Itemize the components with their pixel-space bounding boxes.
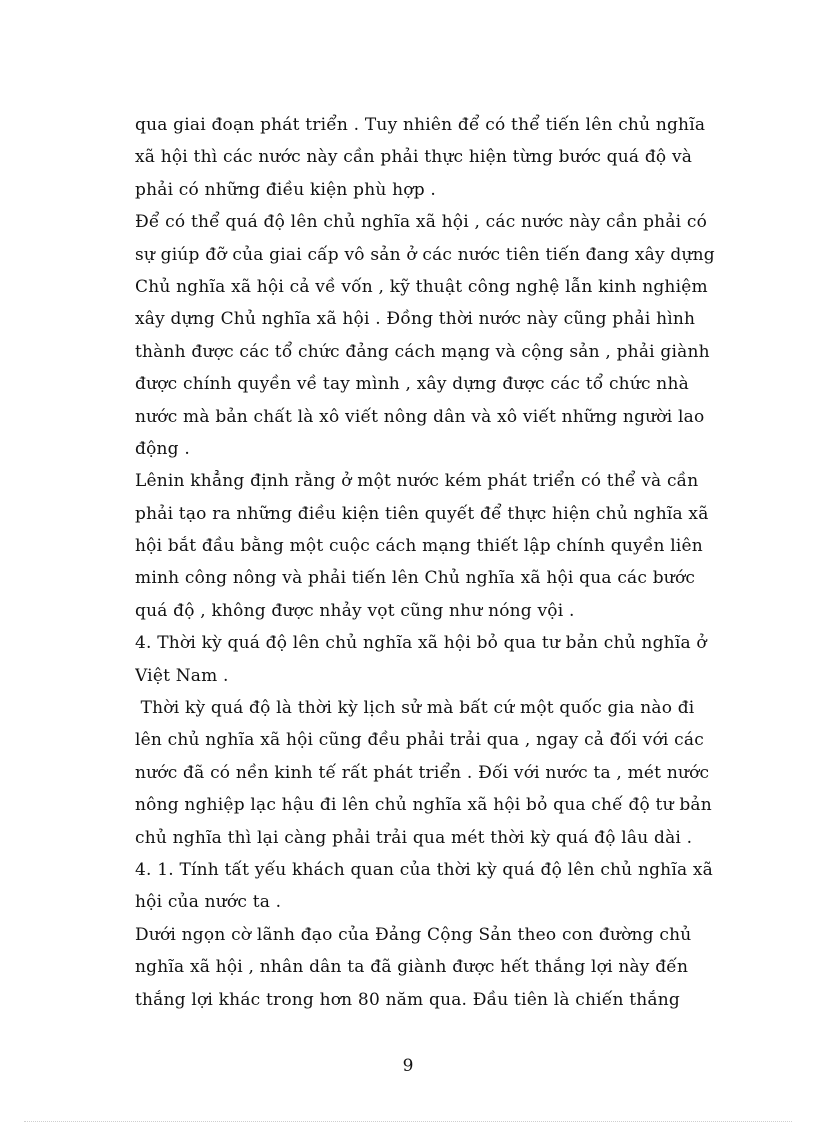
text-line: nước đã có nền kinh tế rất phát triển . Đối với nước ta , mét nước bbox=[135, 762, 710, 783]
text-line: thắng lợi khác trong hơn 80 năm qua. Đầu tiên là chiến thắng bbox=[135, 989, 680, 1010]
text-line: Thời kỳ quá độ là thời kỳ lịch sử mà bất cứ một quốc gia nào đi bbox=[135, 698, 695, 719]
text-line: quá độ , không được nhảy vọt cũng như nóng vội . bbox=[135, 600, 575, 621]
text-line: nước mà bản chất là xô viết nông dân và xô viết những người lao bbox=[135, 406, 705, 427]
subsection-heading: hội của nước ta . bbox=[135, 892, 282, 913]
text-line: phải tạo ra những điều kiện tiên quyết để thực hiện chủ nghĩa xã bbox=[135, 503, 709, 524]
text-line: phải có những điều kiện phù hợp . bbox=[135, 179, 436, 200]
text-line: nghĩa xã hội , nhân dân ta đã giành được hết thắng lợi này đến bbox=[135, 957, 689, 978]
text-line: Để có thể quá độ lên chủ nghĩa xã hội , các nước này cần phải có bbox=[135, 212, 708, 233]
text-line: Chủ nghĩa xã hội cả về vốn , kỹ thuật công nghệ lẫn kinh nghiệm bbox=[135, 276, 708, 297]
text-line: xã hội thì các nước này cần phải thực hiện từng bước quá độ và bbox=[135, 147, 693, 168]
text-line: xây dựng Chủ nghĩa xã hội . Đồng thời nước này cũng phải hình bbox=[135, 309, 696, 330]
text-line: qua giai đoạn phát triển . Tuy nhiên để có thể tiến lên chủ nghĩa bbox=[135, 115, 706, 135]
section-heading: Việt Nam . bbox=[135, 665, 229, 686]
body-text bbox=[135, 109, 740, 1016]
text-line: chủ nghĩa thì lại càng phải trải qua mét thời kỳ quá độ lâu dài . bbox=[135, 827, 693, 848]
text-line: hội bắt đầu bằng một cuộc cách mạng thiết lập chính quyền liên bbox=[135, 536, 703, 557]
text-line: Dưới ngọn cờ lãnh đạo của Đảng Cộng Sản theo con đường chủ bbox=[135, 924, 692, 945]
text-line: minh công nông và phải tiến lên Chủ nghĩa xã hội qua các bước bbox=[135, 568, 696, 589]
text-line: nông nghiệp lạc hậu đi lên chủ nghĩa xã hội bỏ qua chế độ tư bản bbox=[135, 795, 712, 816]
text-line: sự giúp đỡ của giai cấp vô sản ở các nước tiên tiến đang xây dựng bbox=[135, 244, 715, 265]
text-line: thành được các tổ chức đảng cách mạng và cộng sản , phải giành bbox=[135, 341, 710, 362]
text-line: lên chủ nghĩa xã hội cũng đều phải trải qua , ngay cả đối với các bbox=[135, 730, 704, 751]
page-number: 9 bbox=[402, 1056, 414, 1076]
text-line: động . bbox=[135, 438, 190, 459]
text-line: được chính quyền về tay mình , xây dựng được các tổ chức nhà bbox=[135, 374, 689, 395]
text-line: Lênin khẳng định rằng ở một nước kém phát triển có thể và cần bbox=[135, 471, 699, 492]
page-divider bbox=[24, 1121, 792, 1122]
subsection-heading: 4. 1. Tính tất yếu khách quan của thời kỳ quá độ lên chủ nghĩa xã bbox=[135, 859, 714, 880]
section-heading: 4. Thời kỳ quá độ lên chủ nghĩa xã hội bỏ qua tư bản chủ nghĩa ở bbox=[135, 633, 707, 654]
